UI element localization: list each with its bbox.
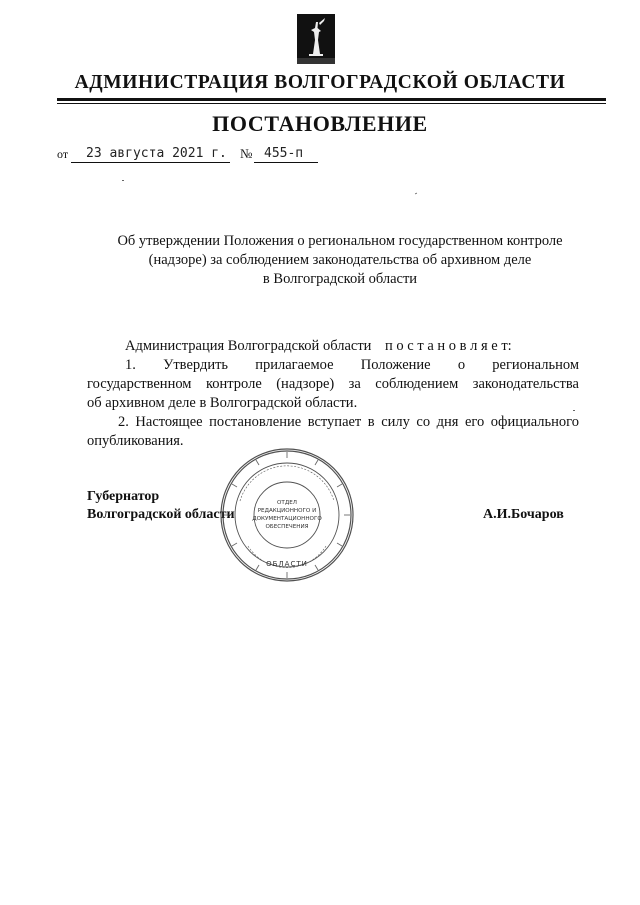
- stamp-outer-text: ОБЛАСТИ: [266, 560, 308, 568]
- item-2-line: опубликования.: [87, 433, 184, 449]
- document-subject: [80, 232, 600, 289]
- decree-word: п о с т а н о в л я е т:: [385, 338, 512, 354]
- coat-of-arms-icon: [297, 14, 335, 64]
- stamp-center-text: ДОКУМЕНТАЦИОННОГО: [252, 516, 322, 522]
- signatory-position: [87, 488, 235, 524]
- decree-intro: [125, 337, 512, 356]
- subject-line: Об утверждении Положения о региональном государственном контроле: [117, 233, 563, 249]
- item-2-line: 2. Настоящее постановление вступает в силу со дня его официального: [118, 414, 579, 430]
- document-number: 455-п: [264, 146, 304, 161]
- official-stamp: [218, 446, 356, 584]
- stamp-center-text: ОБЕСПЕЧЕНИЯ: [265, 524, 309, 530]
- stamp-center-text: ОТДЕЛ: [277, 500, 297, 506]
- scan-speck: [122, 180, 124, 181]
- position-line: Губернатор: [87, 489, 160, 504]
- organization-name: АДМИНИСТРАЦИЯ ВОЛГОГРАДСКОЙ ОБЛАСТИ: [74, 72, 566, 93]
- document-type-title: ПОСТАНОВЛЕНИЕ: [212, 111, 428, 136]
- item-1-line: государственном контроле (надзоре) за соблюдением законодательства: [87, 376, 579, 392]
- subject-line: в Волгоградской области: [262, 271, 418, 287]
- stamp-center-text: РЕДАКЦИОННОГО И: [257, 508, 317, 514]
- header-rule-thick: [57, 98, 606, 101]
- header-rule-thin: [57, 103, 606, 104]
- subject-line: (надзоре) за соблюдением законодательства об архивном деле: [148, 252, 532, 268]
- scan-speck: [573, 410, 575, 411]
- number-label: №: [240, 146, 253, 161]
- item-1-line: об архивном деле в Волгоградской области.: [87, 395, 358, 411]
- document-date: 23 августа 2021 г.: [86, 146, 227, 161]
- signatory-name: А.И.Бочаров: [483, 507, 564, 522]
- intro-text: Администрация Волгоградской области: [125, 338, 372, 354]
- scan-speck: [415, 193, 417, 195]
- position-line: Волгоградской области: [87, 507, 235, 522]
- item-1-line: 1. Утвердить прилагаемое Положение о региональном: [125, 357, 579, 373]
- date-prefix-label: от: [57, 147, 69, 161]
